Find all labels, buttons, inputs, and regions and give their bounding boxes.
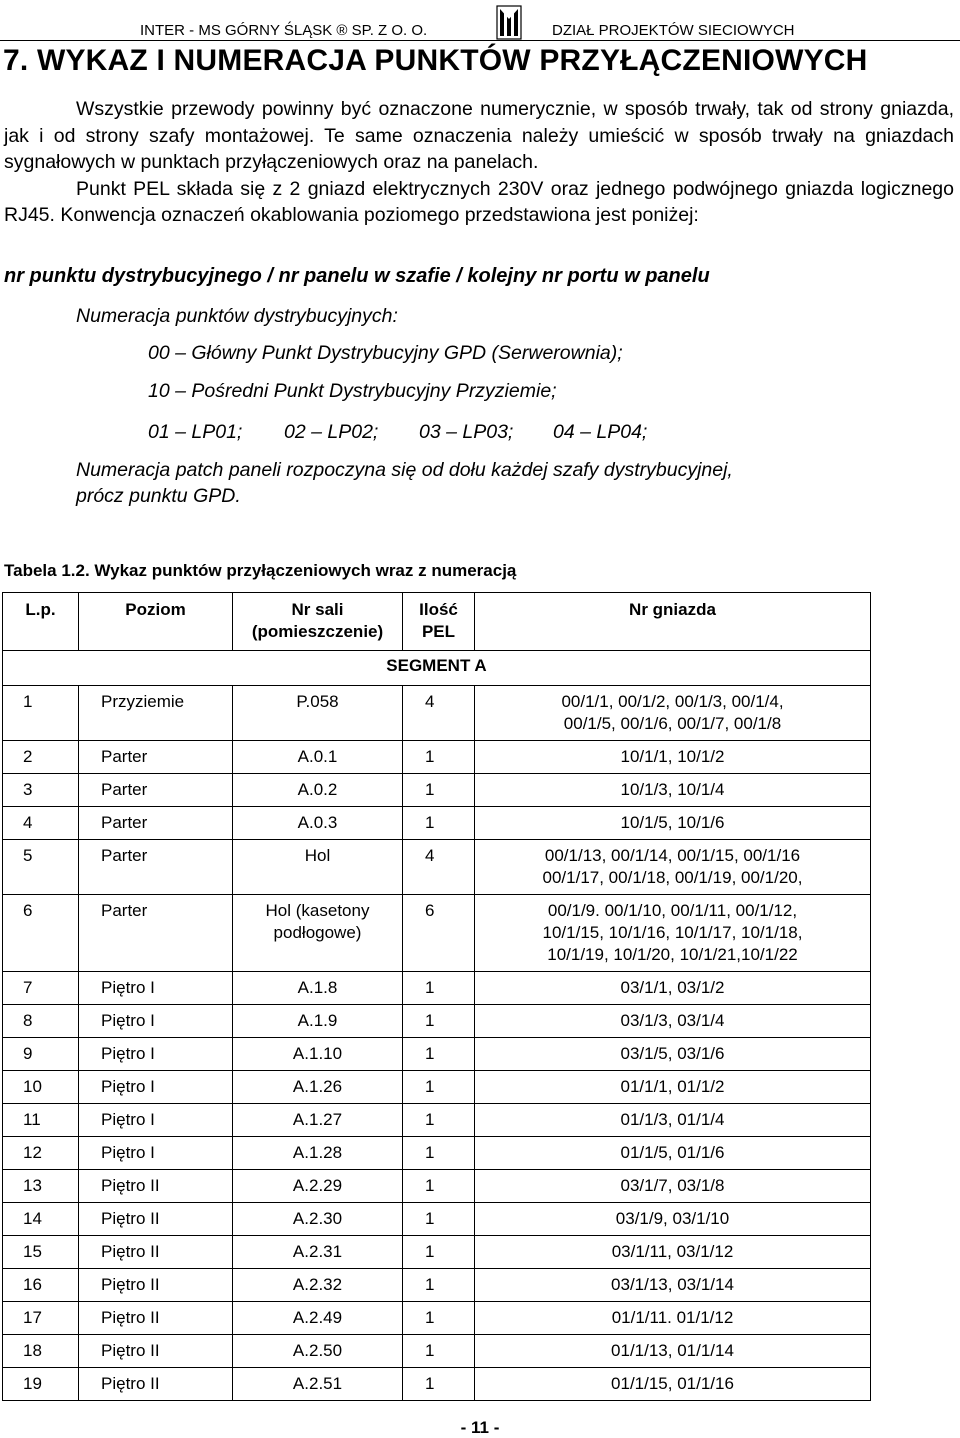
cell-lp: 15 (3, 1236, 79, 1269)
cell-sala: A.1.8 (233, 972, 403, 1005)
cell-gniazda (475, 1302, 871, 1335)
cell-poziom: Parter (79, 895, 233, 972)
socket-numbers-line: 01/1/1, 01/1/2 (620, 1077, 725, 1096)
cell-poziom: Piętro II (79, 1269, 233, 1302)
cell-sala: A.1.28 (233, 1137, 403, 1170)
header-poziom: Poziom (79, 593, 233, 651)
socket-numbers-line: 10/1/1, 10/1/2 (620, 747, 725, 766)
header-department: DZIAŁ PROJEKTÓW SIECIOWYCH (552, 22, 795, 39)
cell-sala: A.1.10 (233, 1038, 403, 1071)
table-row (3, 1236, 871, 1269)
table-row (3, 686, 871, 741)
table-row (3, 1071, 871, 1104)
socket-numbers-line: 01/1/3, 01/1/4 (620, 1110, 725, 1129)
header-lp: L.p. (3, 593, 79, 651)
cell-gniazda (475, 741, 871, 774)
cell-poziom: Parter (79, 840, 233, 895)
cell-poziom: Parter (79, 774, 233, 807)
cell-ilosc: 1 (403, 741, 475, 774)
cell-gniazda (475, 1005, 871, 1038)
cell-lp: 3 (3, 774, 79, 807)
cell-lp: 11 (3, 1104, 79, 1137)
cell-poziom: Piętro I (79, 1071, 233, 1104)
segment-label: SEGMENT A (3, 651, 871, 686)
cell-poziom: Parter (79, 741, 233, 774)
cell-poziom: Parter (79, 807, 233, 840)
socket-numbers-line: 00/1/1, 00/1/2, 00/1/3, 00/1/4, (561, 692, 784, 711)
cell-poziom: Piętro I (79, 1038, 233, 1071)
cell-gniazda (475, 1269, 871, 1302)
header-company: INTER - MS GÓRNY ŚLĄSK ® SP. Z O. O. (140, 22, 428, 39)
cell-gniazda (475, 1104, 871, 1137)
numbering-lp03: 03 – LP03; (419, 421, 514, 443)
cell-poziom: Piętro I (79, 972, 233, 1005)
cell-gniazda (475, 895, 871, 972)
connection-points-table (2, 592, 871, 1401)
socket-numbers-line: 00/1/9. 00/1/10, 00/1/11, 00/1/12, (547, 901, 798, 920)
cell-sala: A.2.32 (233, 1269, 403, 1302)
socket-numbers-line: 01/1/5, 01/1/6 (620, 1143, 725, 1162)
cell-gniazda (475, 1170, 871, 1203)
cell-gniazda (475, 686, 871, 741)
cell-sala: A.2.30 (233, 1203, 403, 1236)
socket-numbers-line: 00/1/13, 00/1/14, 00/1/15, 00/1/16 (544, 846, 801, 865)
section-title: 7. WYKAZ I NUMERACJA PUNKTÓW PRZYŁĄCZENIOWYCH (3, 44, 868, 77)
table-body (3, 686, 871, 1401)
socket-numbers-line: 03/1/11, 03/1/12 (611, 1242, 734, 1261)
cell-ilosc: 1 (403, 1269, 475, 1302)
numbering-lp02: 02 – LP02; (284, 421, 379, 443)
table-row (3, 1203, 871, 1236)
socket-numbers-line: 10/1/19, 10/1/20, 10/1/21,10/1/22 (547, 945, 798, 964)
numbering-note-line1: Numeracja patch paneli rozpoczyna się od dołu każdej szafy dystrybucyjnej, (76, 459, 733, 481)
paragraph-1: Wszystkie przewody powinny być oznaczone numerycznie, w sposób trwały, tak od strony gniazda, jak i od strony szafy montażowej. Te same oznaczenia należy umieścić w sposób trwały na gniazdach sygnałowych w punktach przyłączeniowych oraz na panelach. (4, 98, 954, 173)
table-row (3, 1335, 871, 1368)
table-row (3, 1170, 871, 1203)
numbering-lp01: 01 – LP01; (148, 421, 243, 443)
cell-poziom: Piętro II (79, 1335, 233, 1368)
cell-sala: A.0.2 (233, 774, 403, 807)
header-divider (0, 40, 960, 41)
cell-sala: A.1.27 (233, 1104, 403, 1137)
numbering-note-line2: prócz punktu GPD. (76, 485, 241, 507)
cell-gniazda (475, 1335, 871, 1368)
header-ilosc: Ilość PEL (403, 593, 475, 651)
cell-poziom: Przyziemie (79, 686, 233, 741)
cell-gniazda (475, 807, 871, 840)
table-row (3, 1005, 871, 1038)
cell-lp: 16 (3, 1269, 79, 1302)
cell-poziom: Piętro I (79, 1104, 233, 1137)
cell-ilosc: 1 (403, 1071, 475, 1104)
cell-sala: A.1.26 (233, 1071, 403, 1104)
cell-gniazda (475, 840, 871, 895)
cell-gniazda (475, 972, 871, 1005)
cell-ilosc: 1 (403, 1236, 475, 1269)
intro-text (4, 96, 954, 229)
cell-sala: A.2.51 (233, 1368, 403, 1401)
table-row (3, 895, 871, 972)
cell-ilosc: 1 (403, 1302, 475, 1335)
cell-sala: A.2.31 (233, 1236, 403, 1269)
cell-ilosc: 1 (403, 972, 475, 1005)
cell-poziom: Piętro II (79, 1203, 233, 1236)
numbering-heading: Numeracja punktów dystrybucyjnych: (76, 305, 398, 327)
company-logo-icon (496, 4, 522, 40)
socket-numbers-line: 03/1/1, 03/1/2 (620, 978, 725, 997)
cell-gniazda (475, 1038, 871, 1071)
socket-numbers-line: 03/1/5, 03/1/6 (620, 1044, 725, 1063)
cell-gniazda (475, 1137, 871, 1170)
cell-lp: 17 (3, 1302, 79, 1335)
cell-gniazda (475, 1071, 871, 1104)
numbering-lp04: 04 – LP04; (553, 421, 648, 443)
socket-numbers-line: 10/1/15, 10/1/16, 10/1/17, 10/1/18, (542, 923, 803, 942)
cell-ilosc: 1 (403, 1137, 475, 1170)
socket-numbers-line: 03/1/13, 03/1/14 (611, 1275, 734, 1294)
socket-numbers-line: 03/1/9, 03/1/10 (615, 1209, 730, 1228)
cell-gniazda (475, 1368, 871, 1401)
cell-gniazda (475, 1203, 871, 1236)
paragraph-2: Punkt PEL składa się z 2 gniazd elektrycznych 230V oraz jednego podwójnego gniazda logicznego RJ45. Konwencja oznaczeń okablowania poziomego przedstawiona jest poniżej: (4, 177, 954, 226)
socket-numbers-line: 00/1/5, 00/1/6, 00/1/7, 00/1/8 (563, 714, 782, 733)
cell-gniazda (475, 774, 871, 807)
cell-sala: A.0.3 (233, 807, 403, 840)
cell-sala: Hol (kasetony podłogowe) (233, 895, 403, 972)
cell-lp: 9 (3, 1038, 79, 1071)
cell-lp: 13 (3, 1170, 79, 1203)
table-row (3, 972, 871, 1005)
cell-ilosc: 1 (403, 1368, 475, 1401)
cell-poziom: Piętro II (79, 1236, 233, 1269)
cell-lp: 2 (3, 741, 79, 774)
socket-numbers-line: 10/1/3, 10/1/4 (620, 780, 725, 799)
cell-sala: Hol (233, 840, 403, 895)
page-number: - 11 - (460, 1418, 500, 1437)
table-row (3, 1038, 871, 1071)
cell-poziom: Piętro II (79, 1170, 233, 1203)
cell-sala: A.1.9 (233, 1005, 403, 1038)
table-row (3, 1269, 871, 1302)
cell-ilosc: 4 (403, 840, 475, 895)
cell-poziom: Piętro I (79, 1005, 233, 1038)
cell-lp: 12 (3, 1137, 79, 1170)
cell-sala: A.2.50 (233, 1335, 403, 1368)
cell-poziom: Piętro II (79, 1302, 233, 1335)
cell-lp: 7 (3, 972, 79, 1005)
socket-numbers-line: 01/1/15, 01/1/16 (611, 1374, 734, 1393)
socket-numbers-line: 01/1/13, 01/1/14 (611, 1341, 734, 1360)
table-row (3, 741, 871, 774)
cell-ilosc: 1 (403, 1038, 475, 1071)
cell-sala: A.0.1 (233, 741, 403, 774)
cell-ilosc: 1 (403, 1104, 475, 1137)
cell-ilosc: 1 (403, 1005, 475, 1038)
cell-poziom: Piętro I (79, 1137, 233, 1170)
cell-lp: 4 (3, 807, 79, 840)
table-row (3, 774, 871, 807)
cell-lp: 1 (3, 686, 79, 741)
cell-ilosc: 1 (403, 1203, 475, 1236)
page-header (0, 20, 960, 42)
cell-lp: 10 (3, 1071, 79, 1104)
socket-numbers-line: 03/1/3, 03/1/4 (620, 1011, 725, 1030)
header-gniazda: Nr gniazda (475, 593, 871, 651)
table-row (3, 807, 871, 840)
cell-lp: 8 (3, 1005, 79, 1038)
header-sala: Nr sali (pomieszczenie) (233, 593, 403, 651)
cell-lp: 18 (3, 1335, 79, 1368)
cell-lp: 5 (3, 840, 79, 895)
cell-sala: P.058 (233, 686, 403, 741)
table-row (3, 840, 871, 895)
cell-sala: A.2.49 (233, 1302, 403, 1335)
table-row (3, 1302, 871, 1335)
cell-ilosc: 1 (403, 1335, 475, 1368)
table-row (3, 1368, 871, 1401)
table-row (3, 1137, 871, 1170)
cell-lp: 19 (3, 1368, 79, 1401)
labeling-scheme: nr punktu dystrybucyjnego / nr panelu w szafie / kolejny nr portu w panelu (4, 265, 710, 287)
cell-ilosc: 1 (403, 807, 475, 840)
cell-sala: A.2.29 (233, 1170, 403, 1203)
cell-lp: 14 (3, 1203, 79, 1236)
socket-numbers-line: 03/1/7, 03/1/8 (620, 1176, 725, 1195)
cell-gniazda (475, 1236, 871, 1269)
cell-ilosc: 4 (403, 686, 475, 741)
socket-numbers-line: 01/1/11. 01/1/12 (611, 1308, 734, 1327)
cell-poziom: Piętro II (79, 1368, 233, 1401)
numbering-item-przyziemie: 10 – Pośredni Punkt Dystrybucyjny Przyziemie; (148, 380, 557, 402)
socket-numbers-line: 10/1/5, 10/1/6 (620, 813, 725, 832)
table-caption: Tabela 1.2. Wykaz punktów przyłączeniowych wraz z numeracją (4, 561, 517, 580)
cell-ilosc: 6 (403, 895, 475, 972)
socket-numbers-line: 00/1/17, 00/1/18, 00/1/19, 00/1/20, (542, 868, 803, 887)
numbering-item-gpd: 00 – Główny Punkt Dystrybucyjny GPD (Serwerownia); (148, 342, 623, 364)
cell-ilosc: 1 (403, 1170, 475, 1203)
cell-lp: 6 (3, 895, 79, 972)
table-row (3, 1104, 871, 1137)
cell-ilosc: 1 (403, 774, 475, 807)
